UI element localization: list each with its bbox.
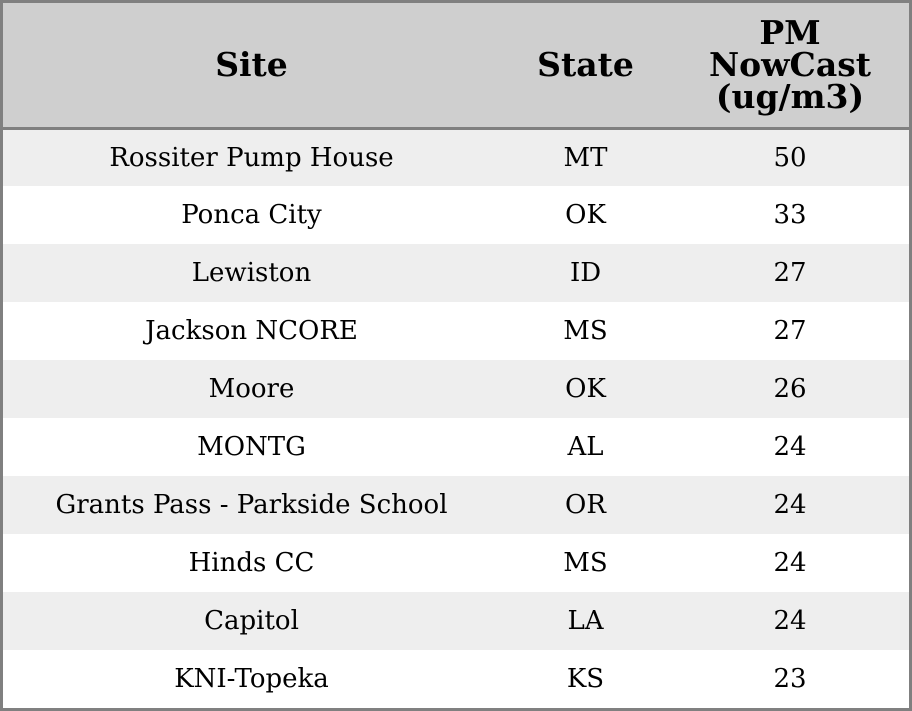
cell-pm-value: 27: [671, 302, 909, 360]
column-header-site: Site: [3, 3, 500, 128]
pm-nowcast-table: [3, 3, 909, 708]
table-row: [3, 650, 909, 708]
cell-pm-value: 24: [671, 418, 909, 476]
cell-pm-value: 33: [671, 186, 909, 244]
column-header-state: State: [500, 3, 671, 128]
cell-state: OR: [500, 476, 671, 534]
cell-pm-value: 50: [671, 128, 909, 186]
table-row: [3, 418, 909, 476]
cell-state: ID: [500, 244, 671, 302]
cell-pm-value: 24: [671, 476, 909, 534]
table-row: [3, 476, 909, 534]
cell-site: KNI-Topeka: [3, 650, 500, 708]
header-row: [3, 3, 909, 128]
table-row: [3, 360, 909, 418]
table-header: [3, 3, 909, 128]
cell-site: Grants Pass - Parkside School: [3, 476, 500, 534]
table-row: [3, 534, 909, 592]
cell-pm-value: 26: [671, 360, 909, 418]
cell-site: Ponca City: [3, 186, 500, 244]
table-row: [3, 128, 909, 186]
table-row: [3, 186, 909, 244]
table-row: [3, 302, 909, 360]
column-header-pm-nowcast: PM NowCast (ug/m3): [671, 3, 909, 128]
cell-site: Rossiter Pump House: [3, 128, 500, 186]
cell-state: LA: [500, 592, 671, 650]
cell-state: OK: [500, 360, 671, 418]
table-row: [3, 592, 909, 650]
cell-site: Moore: [3, 360, 500, 418]
cell-site: Hinds CC: [3, 534, 500, 592]
cell-state: AL: [500, 418, 671, 476]
cell-pm-value: 24: [671, 592, 909, 650]
cell-site: Lewiston: [3, 244, 500, 302]
cell-site: MONTG: [3, 418, 500, 476]
cell-state: MS: [500, 302, 671, 360]
cell-state: KS: [500, 650, 671, 708]
cell-pm-value: 27: [671, 244, 909, 302]
cell-state: OK: [500, 186, 671, 244]
cell-site: Jackson NCORE: [3, 302, 500, 360]
cell-pm-value: 24: [671, 534, 909, 592]
cell-state: MT: [500, 128, 671, 186]
cell-pm-value: 23: [671, 650, 909, 708]
cell-state: MS: [500, 534, 671, 592]
table-body: [3, 128, 909, 708]
table-row: [3, 244, 909, 302]
cell-site: Capitol: [3, 592, 500, 650]
